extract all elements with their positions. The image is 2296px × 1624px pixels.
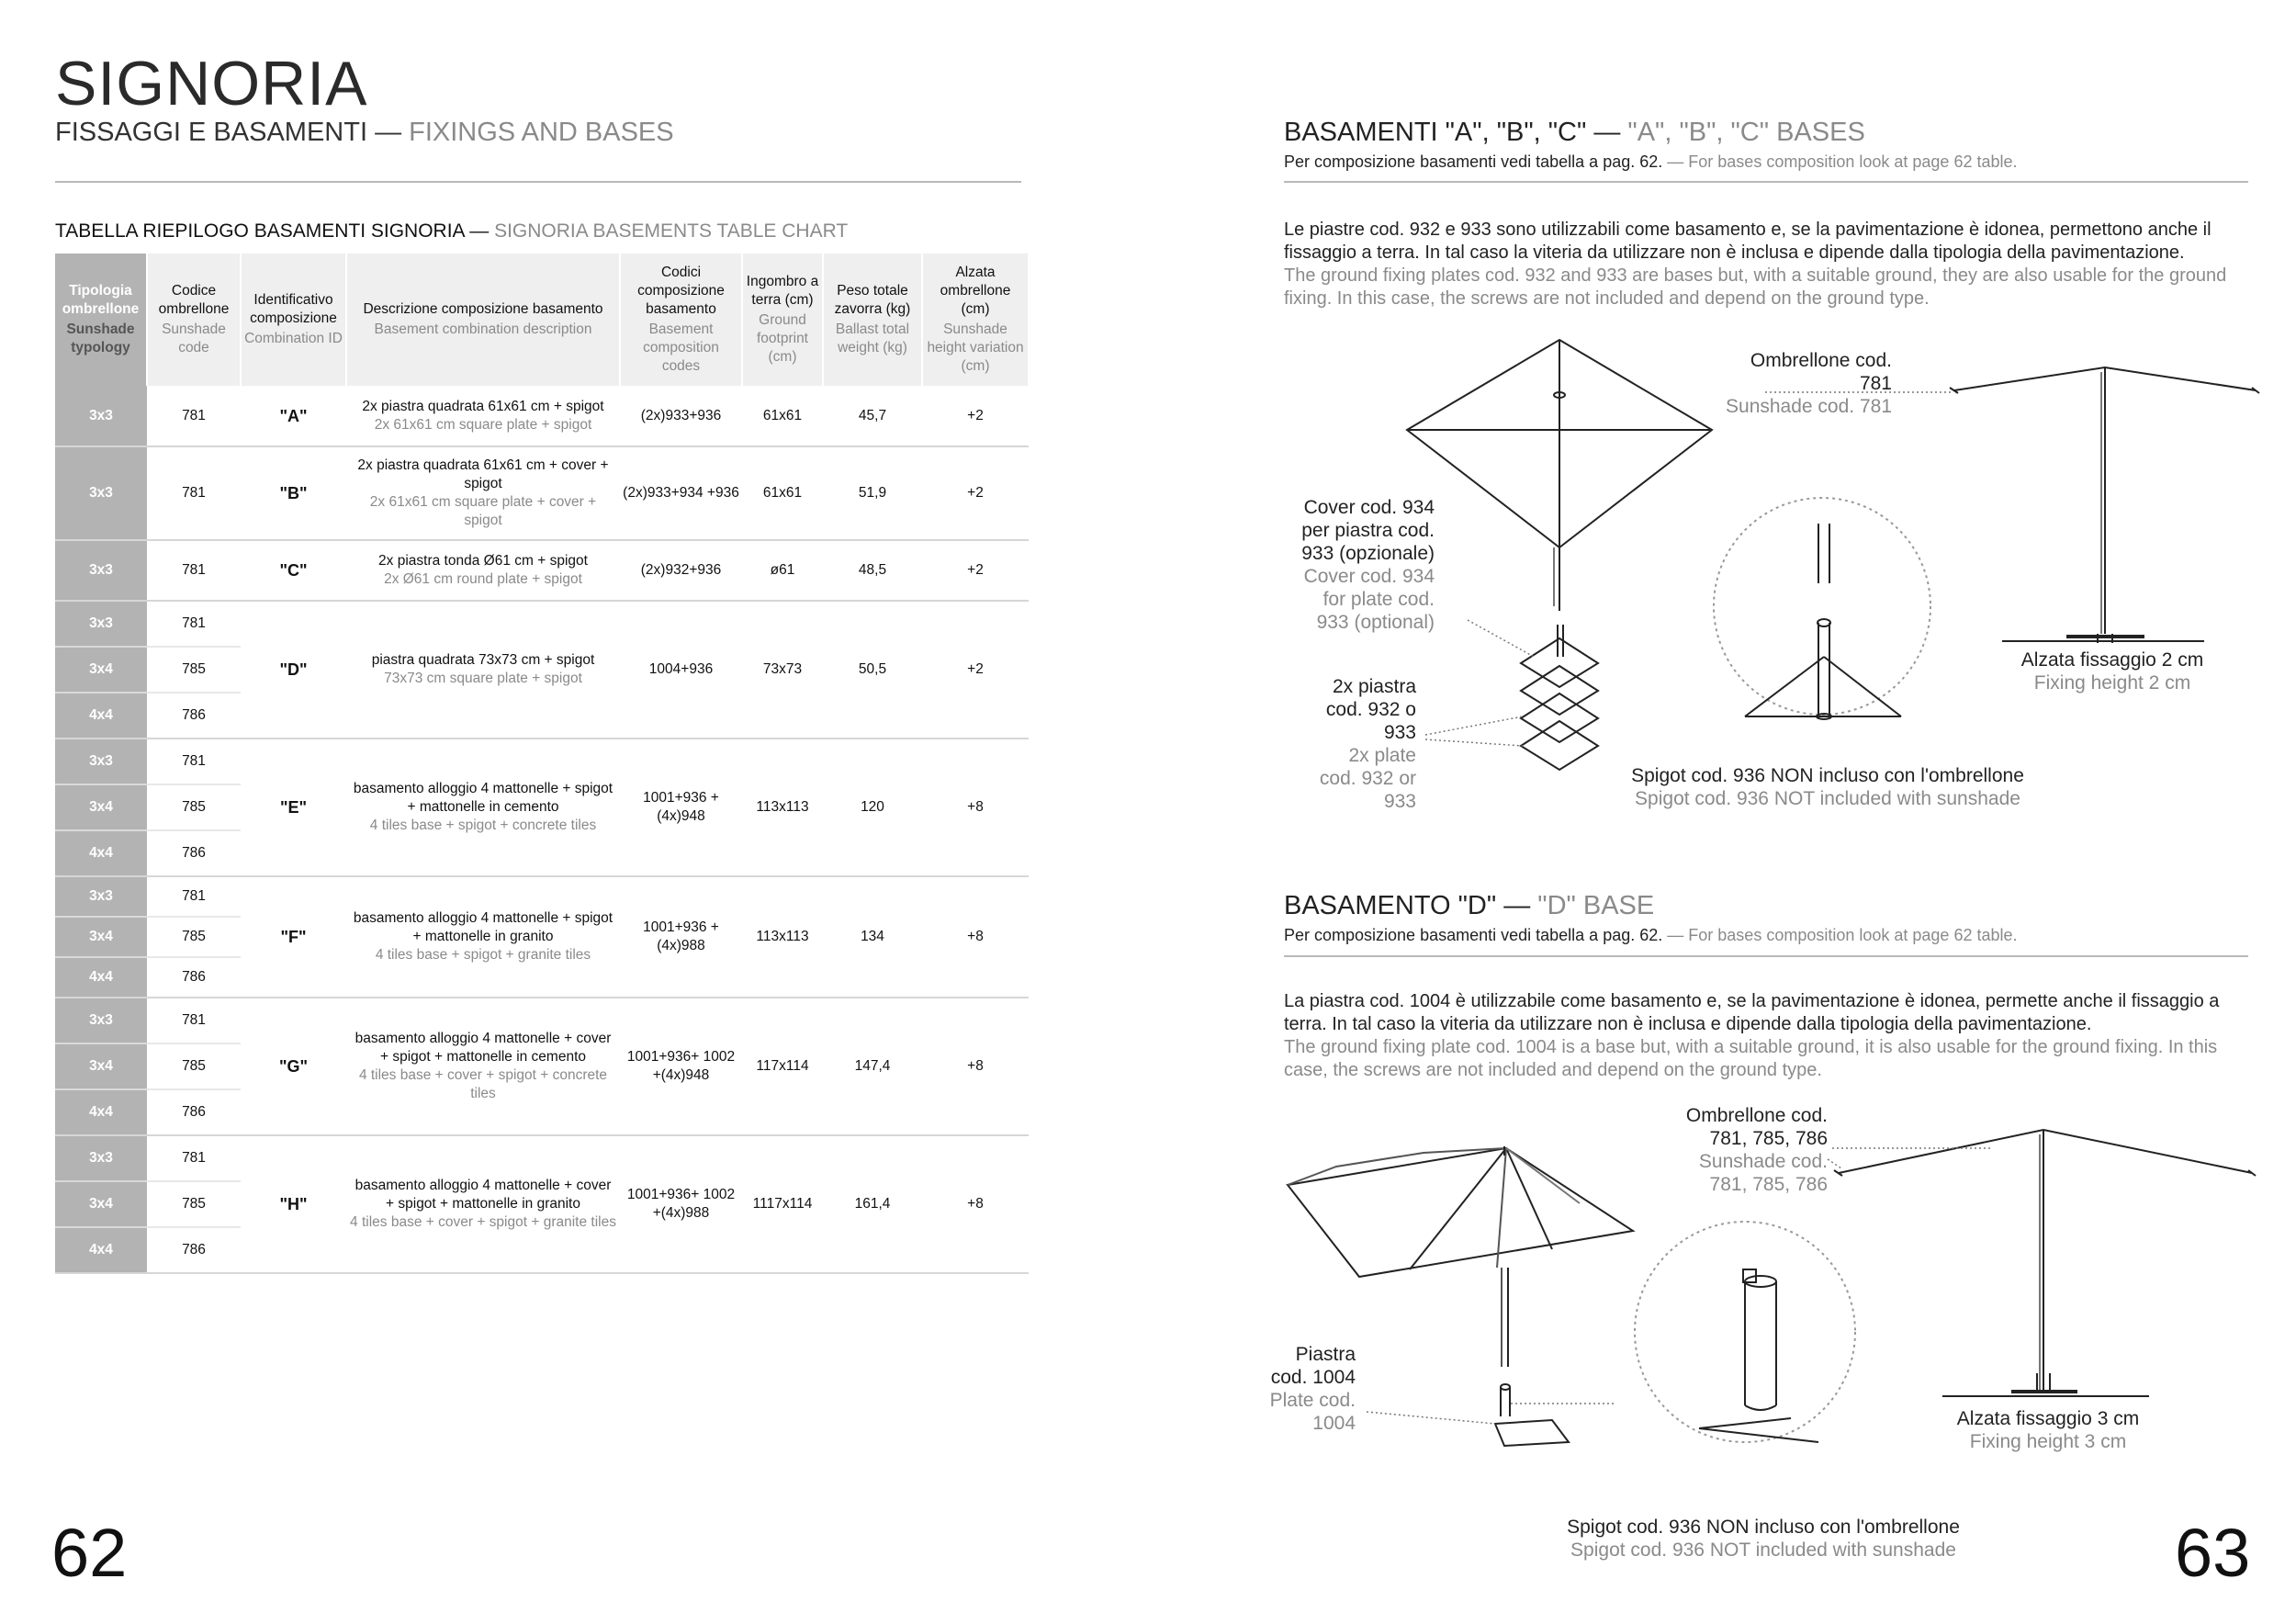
code-cell: 785 — [147, 1181, 241, 1227]
label-cover-934: Cover cod. 934 per piastra cod. 933 (opzionale) Cover cod. 934 for plate cod. 933 (optional) — [1301, 497, 1435, 633]
composition-codes-cell: 1001+936 +(4x)988 — [620, 876, 742, 998]
typology-cell: 3x3 — [55, 540, 147, 601]
typology-cell: 3x4 — [55, 1043, 147, 1089]
weight-cell: 147,4 — [823, 998, 922, 1135]
label-plate-1004: Piastra cod. 1004 Plate cod. 1004 — [1269, 1344, 1356, 1434]
typology-cell: 4x4 — [55, 957, 147, 998]
section-text-abc: Le piastre cod. 932 e 933 sono utilizzabili come basamento e, se la pavimentazione è idonea, permettono anche il fissaggio a terra. In tal caso la viteria da utilizzare non è inclusa e dipende dalla tipologia della pavimentazione. The ground fixing plates cod. 932 and 933 are bases but, with a suitable ground, they are also usable for the ground fixing. In this case, the screws are not included and depend on the ground type. — [1284, 220, 2227, 309]
table-header-cell — [742, 254, 823, 386]
divider — [1284, 955, 2248, 957]
code-cell: 781 — [147, 739, 241, 784]
header-label-en: Sunshade code — [162, 321, 226, 355]
height-variation-cell: +2 — [922, 601, 1029, 739]
table-header-cell — [620, 254, 742, 386]
label-fixing-height-2: Alzata fissaggio 2 cm Fixing height 2 cm — [2020, 649, 2204, 694]
code-cell: 786 — [147, 693, 241, 739]
table-row — [55, 1135, 1029, 1181]
description-cell — [346, 739, 620, 876]
code-cell: 781 — [147, 386, 241, 446]
section-text-d: La piastra cod. 1004 è utilizzabile come basamento e, se la pavimentazione è idonea, permette anche il fissaggio a terra. In tal caso la viteria da utilizzare non è inclusa e dipende dalla tipologia della pavimentazione. The ground fixing plate cod. 1004 is a base but, with a suitable ground, it is also usable for the ground fixing. In this case, the screws are not included and depend on the ground type. — [1284, 991, 2220, 1080]
table-header-cell — [346, 254, 620, 386]
typology-cell: 3x4 — [55, 1181, 147, 1227]
description-en: 4 tiles base + spigot + granite tiles — [375, 947, 591, 963]
composition-codes-cell: 1001+936+ 1002 +(4x)948 — [620, 998, 742, 1135]
table-header-cell — [147, 254, 241, 386]
header-label-en: Combination ID — [244, 331, 343, 346]
description-it: 2x piastra tonda Ø61 cm + spigot — [378, 553, 588, 569]
section-title-abc: BASAMENTI "A", "B", "C" — "A", "B", "C" BASES — [1284, 118, 1865, 147]
height-variation-cell: +2 — [922, 386, 1029, 446]
description-en: 4 tiles base + spigot + concrete tiles — [369, 818, 597, 833]
weight-cell: 50,5 — [823, 601, 922, 739]
typology-cell: 3x3 — [55, 446, 147, 540]
typology-cell: 3x4 — [55, 784, 147, 830]
height-variation-cell: +8 — [922, 739, 1029, 876]
code-cell: 785 — [147, 784, 241, 830]
page-title: SIGNORIA — [55, 49, 368, 118]
code-cell: 785 — [147, 1043, 241, 1089]
height-variation-cell: +2 — [922, 540, 1029, 601]
height-variation-cell: +8 — [922, 998, 1029, 1135]
label-spigot-936-d: Spigot cod. 936 NON incluso con l'ombrellone Spigot cod. 936 NOT included with sunshade — [1567, 1517, 1960, 1561]
footprint-cell: 113x113 — [742, 739, 823, 876]
code-cell: 781 — [147, 998, 241, 1043]
description-en: 4 tiles base + cover + spigot + granite tiles — [350, 1214, 616, 1230]
description-cell — [346, 540, 620, 601]
description-en: 2x 61x61 cm square plate + spigot — [374, 416, 592, 433]
code-cell: 781 — [147, 601, 241, 647]
label-fixing-height-3: Alzata fissaggio 3 cm Fixing height 3 cm — [1956, 1408, 2140, 1452]
footprint-cell: 117x114 — [742, 998, 823, 1135]
section-title-d: BASAMENTO "D" — "D" BASE — [1284, 891, 1655, 920]
description-en: 4 tiles base + cover + spigot + concrete tiles — [358, 1067, 608, 1101]
code-cell: 781 — [147, 1135, 241, 1181]
combination-id-cell: "D" — [241, 601, 346, 739]
code-cell: 781 — [147, 446, 241, 540]
combination-id-cell: "G" — [241, 998, 346, 1135]
table-header-cell — [823, 254, 922, 386]
header-label: Descrizione composizione basamento — [363, 301, 603, 317]
weight-cell: 48,5 — [823, 540, 922, 601]
footprint-cell: 61x61 — [742, 446, 823, 540]
label-umbrella-781: Ombrellone cod. 781 Sunshade cod. 781 — [1726, 350, 1892, 417]
description-it: basamento alloggio 4 mattonelle + cover + spigot + mattonelle in cemento — [355, 1031, 612, 1065]
section-note-d: Per composizione basamenti vedi tabella a pag. 62. — For bases composition look at page 62 table. — [1284, 926, 2018, 944]
header-label-en: Ballast total weight (kg) — [835, 321, 910, 355]
typology-cell: 3x4 — [55, 647, 147, 693]
typology-cell: 3x3 — [55, 739, 147, 784]
typology-cell: 3x3 — [55, 601, 147, 647]
weight-cell: 134 — [823, 876, 922, 998]
table-row — [55, 998, 1029, 1043]
description-en: 2x Ø61 cm round plate + spigot — [384, 571, 582, 587]
code-cell: 785 — [147, 917, 241, 957]
weight-cell: 45,7 — [823, 386, 922, 446]
table-header-cell — [922, 254, 1029, 386]
description-cell — [346, 386, 620, 446]
header-label-en: Basement combination description — [374, 321, 592, 337]
height-variation-cell: +8 — [922, 1135, 1029, 1273]
composition-codes-cell: 1001+936 +(4x)948 — [620, 739, 742, 876]
typology-cell: 4x4 — [55, 693, 147, 739]
combination-id-cell: "E" — [241, 739, 346, 876]
composition-codes-cell: 1004+936 — [620, 601, 742, 739]
footprint-cell: 61x61 — [742, 386, 823, 446]
typology-cell: 3x4 — [55, 917, 147, 957]
code-cell: 786 — [147, 1089, 241, 1135]
divider — [1284, 181, 2248, 183]
description-en: 73x73 cm square plate + spigot — [384, 671, 582, 686]
page-number-left: 62 — [51, 1515, 128, 1591]
description-cell — [346, 876, 620, 998]
typology-cell: 3x3 — [55, 1135, 147, 1181]
header-label-en: Sunshade typology — [66, 321, 135, 355]
description-cell — [346, 998, 620, 1135]
combination-id-cell: "A" — [241, 386, 346, 446]
description-cell — [346, 446, 620, 540]
composition-codes-cell: (2x)933+934 +936 — [620, 446, 742, 540]
combination-id-cell: "H" — [241, 1135, 346, 1273]
weight-cell: 120 — [823, 739, 922, 876]
table-row — [55, 739, 1029, 784]
description-it: basamento alloggio 4 mattonelle + spigot + mattonelle in cemento — [353, 781, 613, 815]
composition-codes-cell: (2x)933+936 — [620, 386, 742, 446]
description-it: basamento alloggio 4 mattonelle + cover + spigot + mattonelle in granito — [355, 1178, 612, 1212]
typology-cell: 3x3 — [55, 876, 147, 917]
table-row — [55, 540, 1029, 601]
table-row — [55, 446, 1029, 540]
description-it: piastra quadrata 73x73 cm + spigot — [371, 652, 595, 668]
table-row — [55, 386, 1029, 446]
description-cell — [346, 1135, 620, 1273]
table-row — [55, 601, 1029, 647]
description-it: 2x piastra quadrata 61x61 cm + spigot — [362, 398, 604, 414]
footprint-cell: 1117x114 — [742, 1135, 823, 1273]
height-variation-cell: +2 — [922, 446, 1029, 540]
label-spigot-936: Spigot cod. 936 NON incluso con l'ombrellone Spigot cod. 936 NOT included with sunshade — [1631, 765, 2024, 809]
code-cell: 781 — [147, 876, 241, 917]
code-cell: 786 — [147, 830, 241, 876]
page-subtitle: FISSAGGI E BASAMENTI — FIXINGS AND BASES — [55, 118, 674, 147]
weight-cell: 161,4 — [823, 1135, 922, 1273]
footprint-cell: ø61 — [742, 540, 823, 601]
typology-cell: 4x4 — [55, 1227, 147, 1273]
label-umbrella-781-785-786: Ombrellone cod. 781, 785, 786 Sunshade cod. 781, 785, 786 — [1685, 1105, 1828, 1195]
header-label: Identificativo composizione — [250, 292, 337, 326]
weight-cell: 51,9 — [823, 446, 922, 540]
description-cell — [346, 601, 620, 739]
footprint-cell: 113x113 — [742, 876, 823, 998]
page-number-right: 63 — [2175, 1515, 2251, 1591]
header-label: Peso totale zavorra (kg) — [834, 283, 911, 317]
header-label-en: Sunshade height variation (cm) — [927, 321, 1024, 374]
typology-cell: 3x3 — [55, 386, 147, 446]
footprint-cell: 73x73 — [742, 601, 823, 739]
combination-id-cell: "C" — [241, 540, 346, 601]
combination-id-cell: "B" — [241, 446, 346, 540]
section-note-abc: Per composizione basamenti vedi tabella a pag. 62. — For bases composition look at page 62 table. — [1284, 152, 2018, 171]
combination-id-cell: "F" — [241, 876, 346, 998]
header-label-en: Ground footprint (cm) — [756, 312, 808, 365]
table-title: TABELLA RIEPILOGO BASAMENTI SIGNORIA — SIGNORIA BASEMENTS TABLE CHART — [55, 220, 849, 242]
composition-codes-cell: (2x)932+936 — [620, 540, 742, 601]
code-cell: 786 — [147, 957, 241, 998]
code-cell: 781 — [147, 540, 241, 601]
header-label: Tipologia ombrellone — [62, 283, 140, 317]
description-it: 2x piastra quadrata 61x61 cm + cover + spigot — [357, 457, 609, 491]
typology-cell: 4x4 — [55, 830, 147, 876]
description-en: 2x 61x61 cm square plate + cover + spigot — [369, 494, 597, 528]
table-row — [55, 876, 1029, 917]
divider — [55, 181, 1021, 183]
header-label: Alzata ombrellone (cm) — [940, 265, 1011, 317]
header-label: Codice ombrellone — [158, 283, 230, 317]
header-label: Ingombro a terra (cm) — [746, 274, 819, 308]
height-variation-cell: +8 — [922, 876, 1029, 998]
header-label-en: Basement composition codes — [643, 321, 719, 374]
description-it: basamento alloggio 4 mattonelle + spigot + mattonelle in granito — [353, 910, 613, 944]
typology-cell: 4x4 — [55, 1089, 147, 1135]
table-header-cell — [55, 254, 147, 386]
code-cell: 785 — [147, 647, 241, 693]
label-plates-932-933: 2x piastra cod. 932 o 933 2x plate cod. 932 or 933 — [1319, 676, 1416, 812]
typology-cell: 3x3 — [55, 998, 147, 1043]
code-cell: 786 — [147, 1227, 241, 1273]
bases-summary-table — [55, 254, 1030, 1274]
composition-codes-cell: 1001+936+ 1002 +(4x)988 — [620, 1135, 742, 1273]
table-header-row — [55, 254, 1029, 386]
table-header-cell — [241, 254, 346, 386]
header-label: Codici composizione basamento — [637, 265, 725, 317]
